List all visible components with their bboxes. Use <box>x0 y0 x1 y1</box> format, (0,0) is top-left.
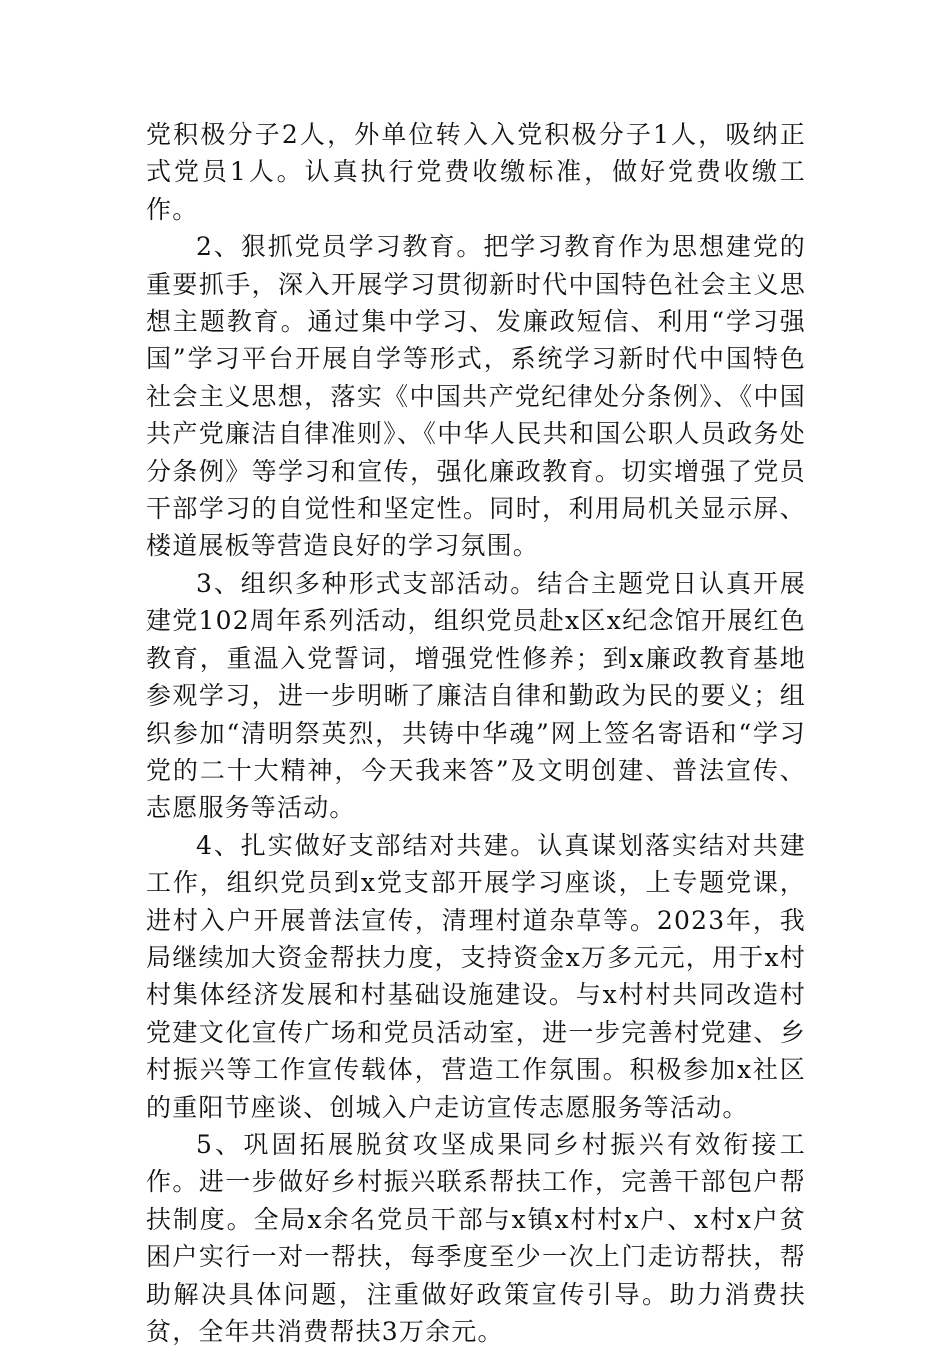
paragraph-3-branch-activities: 3、组织多种形式支部活动。结合主题党日认真开展建党102周年系列活动，组织党员赴x区x纪念馆开展红色教育，重温入党誓词，增强党性修养；到x廉政教育基地参观学习，进一步明晰了廉洁自律和勤政为民的要义；组织参加“清明祭英烈，共铸中华魂”网上签名寄语和“学习党的二十大精神，今天我来答”及文明创建、普法宣传、志愿服务等活动。 <box>146 568 806 823</box>
paragraph-5-rural-revitalization: 5、巩固拓展脱贫攻坚成果同乡村振兴有效衔接工作。进一步做好乡村振兴联系帮扶工作，完善干部包户帮扶制度。全局x余名党员干部与x镇x村村x户、x村x户贫困户实行一对一帮扶，每季度至少一次上门走访帮扶，帮助解决具体问题，注重做好政策宣传引导。助力消费扶贫，全年共消费帮扶3万余元。 <box>146 1129 806 1346</box>
paragraph-4-joint-building: 4、扎实做好支部结对共建。认真谋划落实结对共建工作，组织党员到x党支部开展学习座谈，上专题党课，进村入户开展普法宣传，清理村道杂草等。2023年，我局继续加大资金帮扶力度，支持资金x万多元元，用于x村村集体经济发展和村基础设施建设。与x村村共同改造村党建文化宣传广场和党员活动室，进一步完善村党建、乡村振兴等工作宣传载体，营造工作氛围。积极参加x社区的重阳节座谈、创城入户走访宣传志愿服务等活动。 <box>146 830 806 1122</box>
paragraph-1-continued: 党积极分子2人，外单位转入入党积极分子1人，吸纳正式党员1人。认真执行党费收缴标准，做好党费收缴工作。 <box>146 120 806 224</box>
document-body <box>146 116 806 1350</box>
paragraph-2-study-education: 2、狠抓党员学习教育。把学习教育作为思想建党的重要抓手，深入开展学习贯彻新时代中国特色社会主义思想主题教育。通过集中学习、发廉政短信、利用“学习强国”学习平台开展自学等形式，系统学习新时代中国特色社会主义思想，落实《中国共产党纪律处分条例》、《中国共产党廉洁自律准则》、《中华人民共和国公职人员政务处分条例》等学习和宣传，强化廉政教育。切实增强了党员干部学习的自觉性和坚定性。同时，利用局机关显示屏、楼道展板等营造良好的学习氛围。 <box>146 232 806 561</box>
